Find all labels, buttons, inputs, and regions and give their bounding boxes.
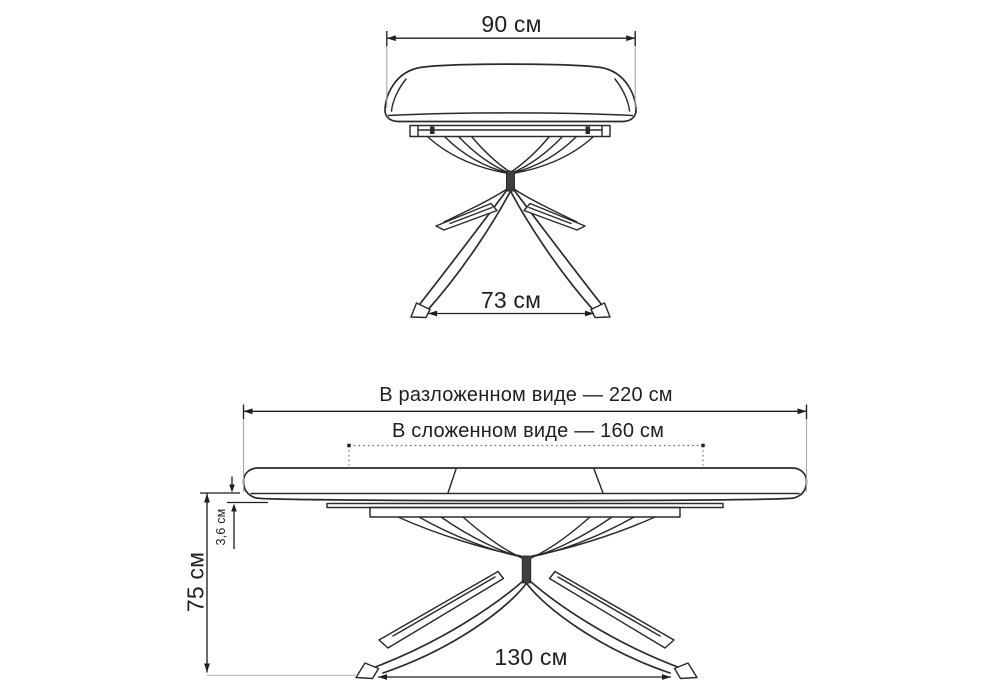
side-feet-span-label: 130 см [494, 644, 568, 670]
front-view-drawing [385, 64, 636, 317]
front-tabletop-edge-lines [389, 79, 633, 116]
tabletop-thickness-dimension [200, 477, 268, 550]
extended-width-dimension [244, 405, 807, 493]
front-feet-span-label: 73 см [480, 287, 542, 313]
folded-width-dimension [347, 444, 704, 466]
side-legs-upper-fan [398, 517, 655, 560]
front-apron [410, 126, 610, 137]
folded-width-label: В сложенном виде — 160 см [391, 420, 665, 442]
thickness-arrowheads [229, 485, 237, 512]
side-feet-span-dimension [378, 674, 671, 680]
side-leg-center-column [522, 556, 530, 583]
front-width-label: 90 см [481, 11, 542, 37]
front-rear-legs [436, 204, 585, 231]
tabletop-thickness-label: 3,6 см [214, 508, 228, 546]
side-tabletop-leaf-lines [251, 469, 799, 494]
front-legs-upper-fan [428, 137, 593, 173]
side-tabletop-outline [244, 468, 807, 501]
extended-width-label: В разложенном виде — 220 см [379, 384, 673, 406]
side-rear-legs-inner [393, 577, 660, 636]
height-label: 75 см [182, 551, 209, 613]
front-width-dimension [387, 31, 635, 108]
front-leg-center-column [507, 171, 515, 191]
folded-width-dotted-bracket [349, 446, 703, 466]
front-width-extension-lines [387, 46, 635, 108]
side-underframe [370, 508, 680, 518]
